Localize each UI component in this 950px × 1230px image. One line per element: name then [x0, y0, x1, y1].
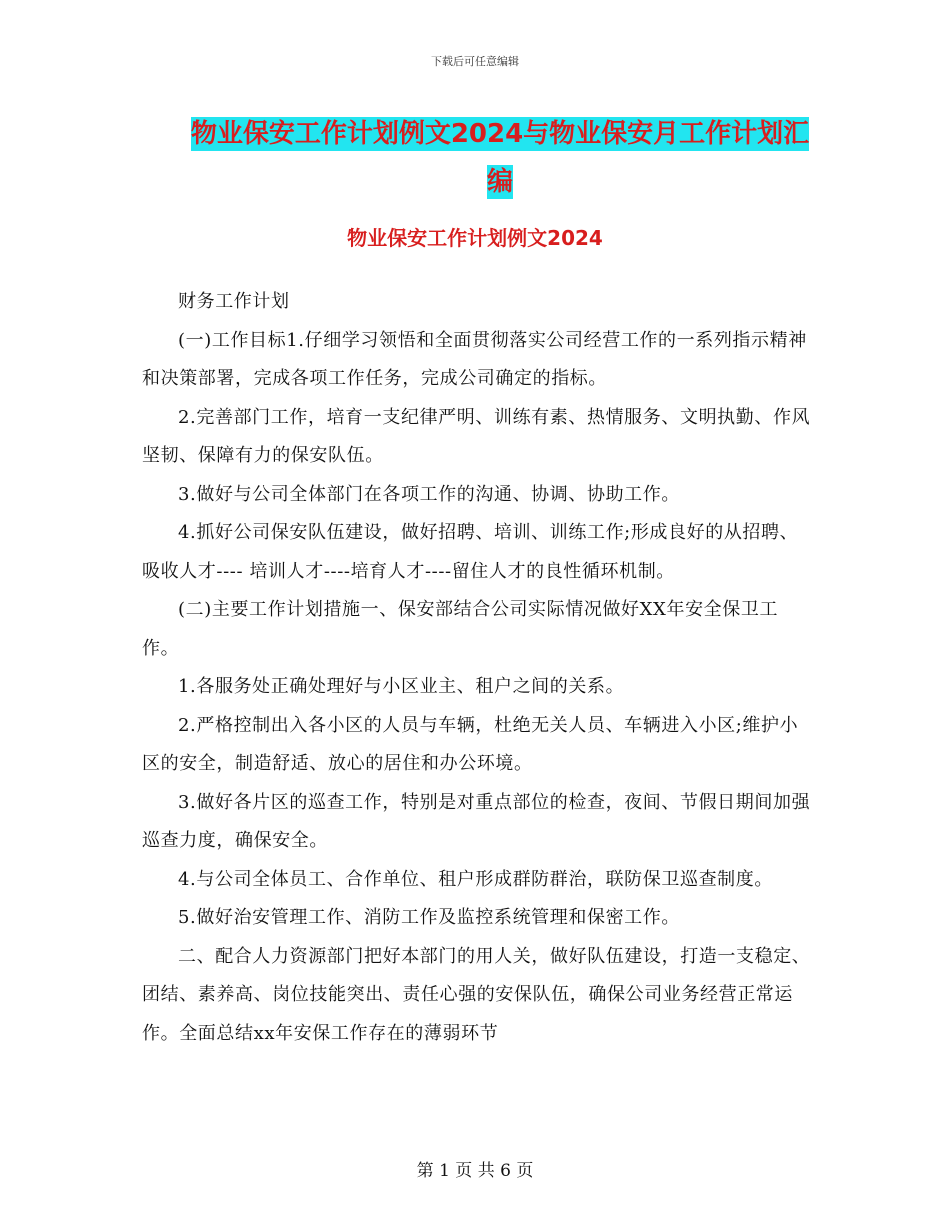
- paragraph: 5.做好治安管理工作、消防工作及监控系统管理和保密工作。: [178, 907, 680, 928]
- paragraph: (一)工作目标1.仔细学习领悟和全面贯彻落实公司经营工作的一系列指示精神和决策部署，完成各项工作任务，完成公司确定的指标。: [142, 329, 807, 389]
- document-title: [140, 110, 860, 206]
- section-title: 物业保安工作计划例文2024: [347, 226, 603, 250]
- paragraph: 4.与公司全体员工、合作单位、租户形成群防群治，联防保卫巡查制度。: [178, 868, 773, 890]
- paragraph: 2.完善部门工作，培育一支纪律严明、训练有素、热情服务、文明执勤、作风坚韧、保障有力的保安队伍。: [142, 406, 811, 466]
- paragraph: (二)主要工作计划措施一、保安部结合公司实际情况做好XX年安全保卫工作。: [142, 599, 779, 659]
- document-body: [142, 283, 812, 1053]
- paragraph: 二、配合人力资源部门把好本部门的用人关，做好队伍建设，打造一支稳定、团结、素养高、岗位技能突出、责任心强的安保队伍，确保公司业务经营正常运作。全面总结xx年安保工作存在的薄弱环节: [142, 945, 811, 1044]
- paragraph: 2.严格控制出入各小区的人员与车辆，杜绝无关人员、车辆进入小区;维护小区的安全，制造舒适、放心的居住和办公环境。: [142, 714, 799, 774]
- page-number: 第 1 页 共 6 页: [416, 1161, 534, 1181]
- header-note: 下载后可任意编辑: [431, 55, 519, 68]
- paragraph: 4.抓好公司保安队伍建设，做好招聘、培训、训练工作;形成良好的从招聘、吸收人才---- 培训人才----培育人才----留住人才的良性循环机制。: [142, 522, 799, 582]
- paragraph: 3.做好各片区的巡查工作，特别是对重点部位的检查，夜间、节假日期间加强巡查力度，确保安全。: [142, 791, 811, 851]
- paragraph: 财务工作计划: [178, 291, 290, 312]
- document-title-line-1: 物业保安工作计划例文2024与物业保安月工作计划汇: [190, 119, 810, 149]
- paragraph: 1.各服务处正确处理好与小区业主、租户之间的关系。: [178, 676, 625, 697]
- paragraph: 3.做好与公司全体部门在各项工作的沟通、协调、协助工作。: [178, 483, 680, 505]
- document-title-line-2: 编: [486, 167, 513, 197]
